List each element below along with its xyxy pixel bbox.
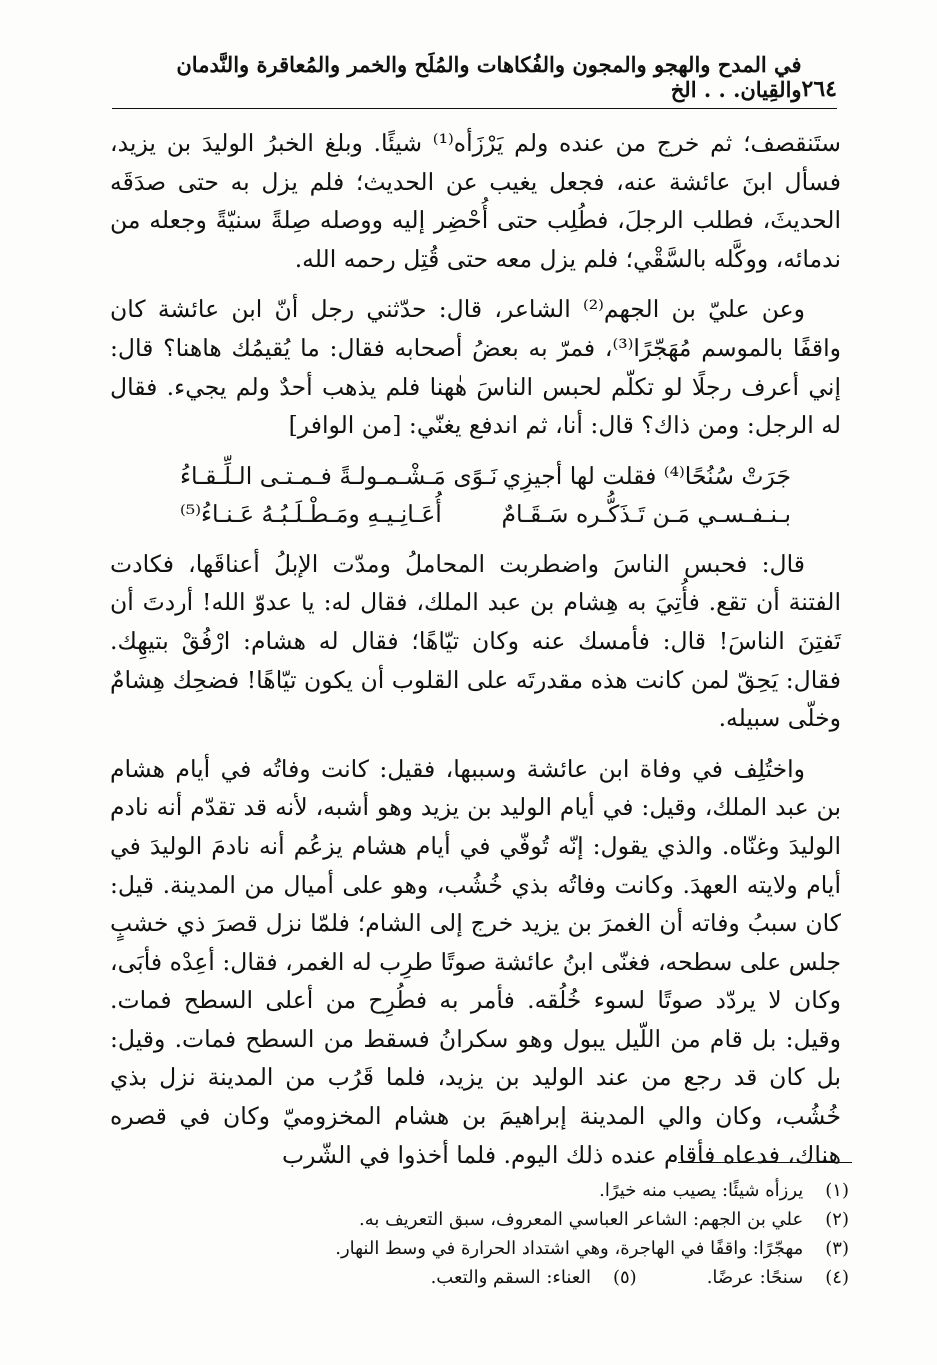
verse-line (110, 495, 841, 533)
footnote (150, 1234, 849, 1263)
footnote-number: (٥) (612, 1267, 637, 1288)
footnote-text: يرزأه شيئًا: يصيب منه خيرًا. (599, 1180, 804, 1201)
footnote-row (150, 1263, 849, 1292)
hemistich-second: أُعَـانِـيـهِ ومَـطْـلَـبُـهُ عَـنـاءُ⁽⁵⁾ (180, 499, 442, 528)
paragraph: قال: فحبس الناسَ واضطربت المحاملُ ومدّت الإبلُ أعناقَها، فكادت الفتنة أن تقع. فأُتِيَ به هِشام بن عبد الملك، فقال له: يا عدوّ الله! أردتَ أن تَفتِنَ الناسَ! قال: فأمسك عنه وكان تيّاهًا؛ فقال له هشام: ارْفُقْ بتيهِك. فقال: يَحِقّ لمن كانت هذه مقدرتَه على القلوب أن يكون تيّاهًا! فضحِك هِشامٌ وخلّى سبيله. (110, 549, 841, 733)
hemistich-second: نَـوًى مَـشْـمـولـةً فـمـتـى الـلِّـقـاءُ (180, 461, 498, 490)
footnote (150, 1205, 849, 1234)
hemistich-first: بـنـفـسـي مَـن تَـذَكُّـره سَـقَـامٌ (501, 499, 791, 528)
footnote (431, 1263, 637, 1292)
page-number: ٢٦٤ (801, 76, 837, 102)
footnote-text: مهجّرًا: واقفًا في الهاجرة، وهي اشتداد الحرارة في وسط النهار. (335, 1238, 804, 1259)
running-header (112, 52, 837, 109)
footnote-separator (678, 1162, 852, 1163)
footnote (150, 1176, 849, 1205)
verse-line (110, 457, 841, 495)
footnote-text: سنحًا: عرضًا. (706, 1267, 804, 1288)
footnote-number: (٤) (825, 1267, 849, 1288)
footnote-number: (٢) (825, 1209, 849, 1230)
footnotes (150, 1176, 849, 1292)
paragraph: واختُلِف في وفاة ابن عائشة وسببها، فقيل: كانت وفاتُه في أيام هشام بن عبد الملك، وقيل: في أيام الوليد بن يزيد وهو أشبه، لأنه قد تقدّم أنه نادم الوليدَ وغنّاه. والذي يقول: إنّه تُوفّي في أيام هشام يزعُم أنه نادمَ الوليدَ في أيام ولايته العهدَ. وكانت وفاتُه بذي خُشُب، وهو على أميال من المدينة. قيل: كان سببُ وفاته أن الغمرَ بن يزيد خرج إلى الشام؛ فلمّا نزل قصرَ ذي خشبٍ جلس على سطحه، فغنّى ابنُ عائشة صوتًا طرِب له الغمر، فقال: أعِدْه فأبَى، وكان لا يردّد صوتًا لسوء خُلُقه. فأمر به فطُرِح من أعلى السطح فمات. وقيل: بل قام من اللّيل يبول وهو سكرانُ فسقط من السطح فمات. وقيل: بل كان قد رجع من عند الوليد بن يزيد، فلما قَرُب من المدينة نزل بذي خُشُب، وكان والي المدينة إبراهيمَ بن هشام المخزوميّ وكان في قصره هناك، فدعاه فأقام عنده ذلك اليوم. فلما أخذوا في الشّرب (110, 754, 841, 1169)
main-text (110, 124, 841, 1174)
paragraph: وعن عليّ بن الجهم⁽²⁾ الشاعر، قال: حدّثني رجل أنّ ابن عائشة كان واقفًا بالموسم مُهَجّرًا⁽³⁾، فمرّ به بعضُ أصحابه فقال: ما يُقيمُك هاهنا؟ قال: إني أعرف رجلًا لو تكلّم لحبس الناسَ هٰهنا فلم يذهب أحدٌ ولم يجيء. فقال له الرجل: ومن ذاك؟ قال: أنا، ثم اندفع يغنّي: [من الوافر] (110, 295, 841, 440)
hemistich-first: جَرَتْ سُنُحًا⁽⁴⁾ فقلت لها أجيزِي (502, 461, 791, 490)
running-title: في المدح والهجو والمجون والفُكاهات والمُلَح والخمر والمُعاقرة والنَّدمان والقِيان. . . الخ (176, 52, 802, 102)
footnote-number: (٣) (825, 1238, 849, 1259)
footnote-text: علي بن الجهم: الشاعر العباسي المعروف، سبق التعريف به. (359, 1209, 804, 1230)
footnote-text: العناء: السقم والتعب. (430, 1267, 591, 1288)
footnote (707, 1263, 849, 1292)
footnote-number: (١) (825, 1180, 849, 1201)
paragraph: ستَنقصف؛ ثم خرج من عنده ولم يَرْزَأه⁽¹⁾ شيئًا. وبلغ الخبرُ الوليدَ بن يزيد، فسأل ابنَ عائشة عنه، فجعل يغيب عن الحديث؛ فلم يزل به حتى صدَقَه الحديثَ، فطلب الرجلَ، فطُلِب حتى أُحْضِر إليه ووصله صِلةً سنيّةً وجعله من ندمائه، ووكَّله بالسَّقْي؛ فلم يزل معه حتى قُتِل رحمه الله. (110, 129, 841, 273)
